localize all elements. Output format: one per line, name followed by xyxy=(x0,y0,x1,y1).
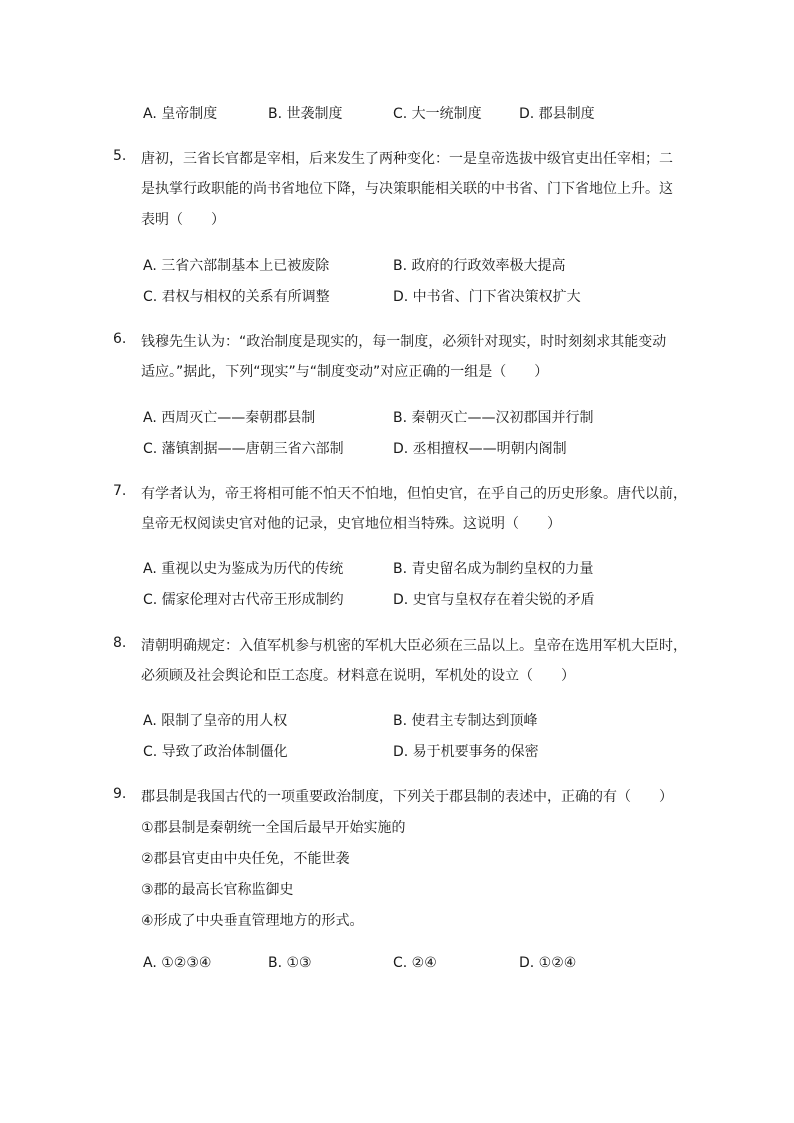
q9-number: 9. xyxy=(113,786,127,802)
q7-number: 7. xyxy=(113,483,127,499)
q7-option-d: D. 史官与皇权存在着尖锐的矛盾 xyxy=(393,592,595,608)
q8-option-d: D. 易于机要事务的保密 xyxy=(393,744,539,760)
q5-stem-line-1: 唐初，三省长官都是宰相，后来发生了两种变化：一是皇帝选拔中级官吏出任宰相；二 xyxy=(141,151,673,167)
q6-option-b: B. 秦朝灭亡——汉初郡国并行制 xyxy=(393,410,594,426)
q6-stem-line-1: 钱穆先生认为：“政治制度是现实的，每一制度，必须针对现实，时时刻刻求其能变动 xyxy=(141,334,667,350)
q5-option-a: A. 三省六部制基本上已被废除 xyxy=(143,258,330,274)
q7-option-c: C. 儒家伦理对古代帝王形成制约 xyxy=(143,592,344,608)
q6-number: 6. xyxy=(113,331,127,347)
q6-option-c: C. 藩镇割据——唐朝三省六部制 xyxy=(143,441,344,457)
q9-option-b: B. ①③ xyxy=(268,955,312,971)
q7-stem-line-1: 有学者认为，帝王将相可能不怕天不怕地，但怕史官，在乎自己的历史形象。唐代以前， xyxy=(141,486,687,502)
q8-option-c: C. 导致了政治体制僵化 xyxy=(143,744,288,760)
q8-option-b: B. 使君主专制达到顶峰 xyxy=(393,713,538,729)
q5-option-c: C. 君权与相权的关系有所调整 xyxy=(143,289,330,305)
q6-option-d: D. 丞相擅权——明朝内阁制 xyxy=(393,441,567,457)
q8-stem-line-2: 必须顾及社会舆论和臣工态度。材料意在说明，军机处的设立（ ） xyxy=(141,668,575,684)
q4-option-a: A. 皇帝制度 xyxy=(143,106,218,122)
q9-stem-line-1: 郡县制是我国古代的一项重要政治制度，下列关于郡县制的表述中，正确的有（ ） xyxy=(141,789,673,805)
q5-option-b: B. 政府的行政效率极大提高 xyxy=(393,258,566,274)
q4-option-d: D. 郡县制度 xyxy=(519,106,595,122)
q7-option-a: A. 重视以史为鉴成为历代的传统 xyxy=(143,561,344,577)
q9-statement-1: ①郡县制是秦朝统一全国后最早开始实施的 xyxy=(141,820,406,836)
q8-stem-line-1: 清朝明确规定：入值军机参与机密的军机大臣必须在三品以上。皇帝在选用军机大臣时， xyxy=(141,638,687,654)
q9-option-c: C. ②④ xyxy=(393,955,437,971)
q9-statement-4: ④形成了中央垂直管理地方的形式。 xyxy=(141,913,364,929)
q4-option-b: B. 世袭制度 xyxy=(268,106,343,122)
q6-option-a: A. 西周灭亡——秦朝郡县制 xyxy=(143,410,316,426)
q5-option-d: D. 中书省、门下省决策权扩大 xyxy=(393,289,581,305)
q5-stem-line-3: 表明（ ） xyxy=(141,212,225,228)
q9-option-a: A. ①②③④ xyxy=(143,955,212,971)
q8-number: 8. xyxy=(113,635,127,651)
q6-stem-line-2: 适应。”据此，下列“现实”与“制度变动”对应正确的一组是（ ） xyxy=(141,364,549,380)
q9-option-d: D. ①②④ xyxy=(519,955,577,971)
q7-stem-line-2: 皇帝无权阅读史官对他的记录，史官地位相当特殊。这说明（ ） xyxy=(141,516,561,532)
q9-statement-3: ③郡的最高长官称监御史 xyxy=(141,882,294,898)
q8-option-a: A. 限制了皇帝的用人权 xyxy=(143,713,288,729)
q9-statement-2: ②郡县官吏由中央任免，不能世袭 xyxy=(141,851,350,867)
q5-stem-line-2: 是执掌行政职能的尚书省地位下降，与决策职能相关联的中书省、门下省地位上升。这 xyxy=(141,181,673,197)
q4-option-c: C. 大一统制度 xyxy=(393,106,482,122)
q5-number: 5. xyxy=(113,148,127,164)
q7-option-b: B. 青史留名成为制约皇权的力量 xyxy=(393,561,594,577)
